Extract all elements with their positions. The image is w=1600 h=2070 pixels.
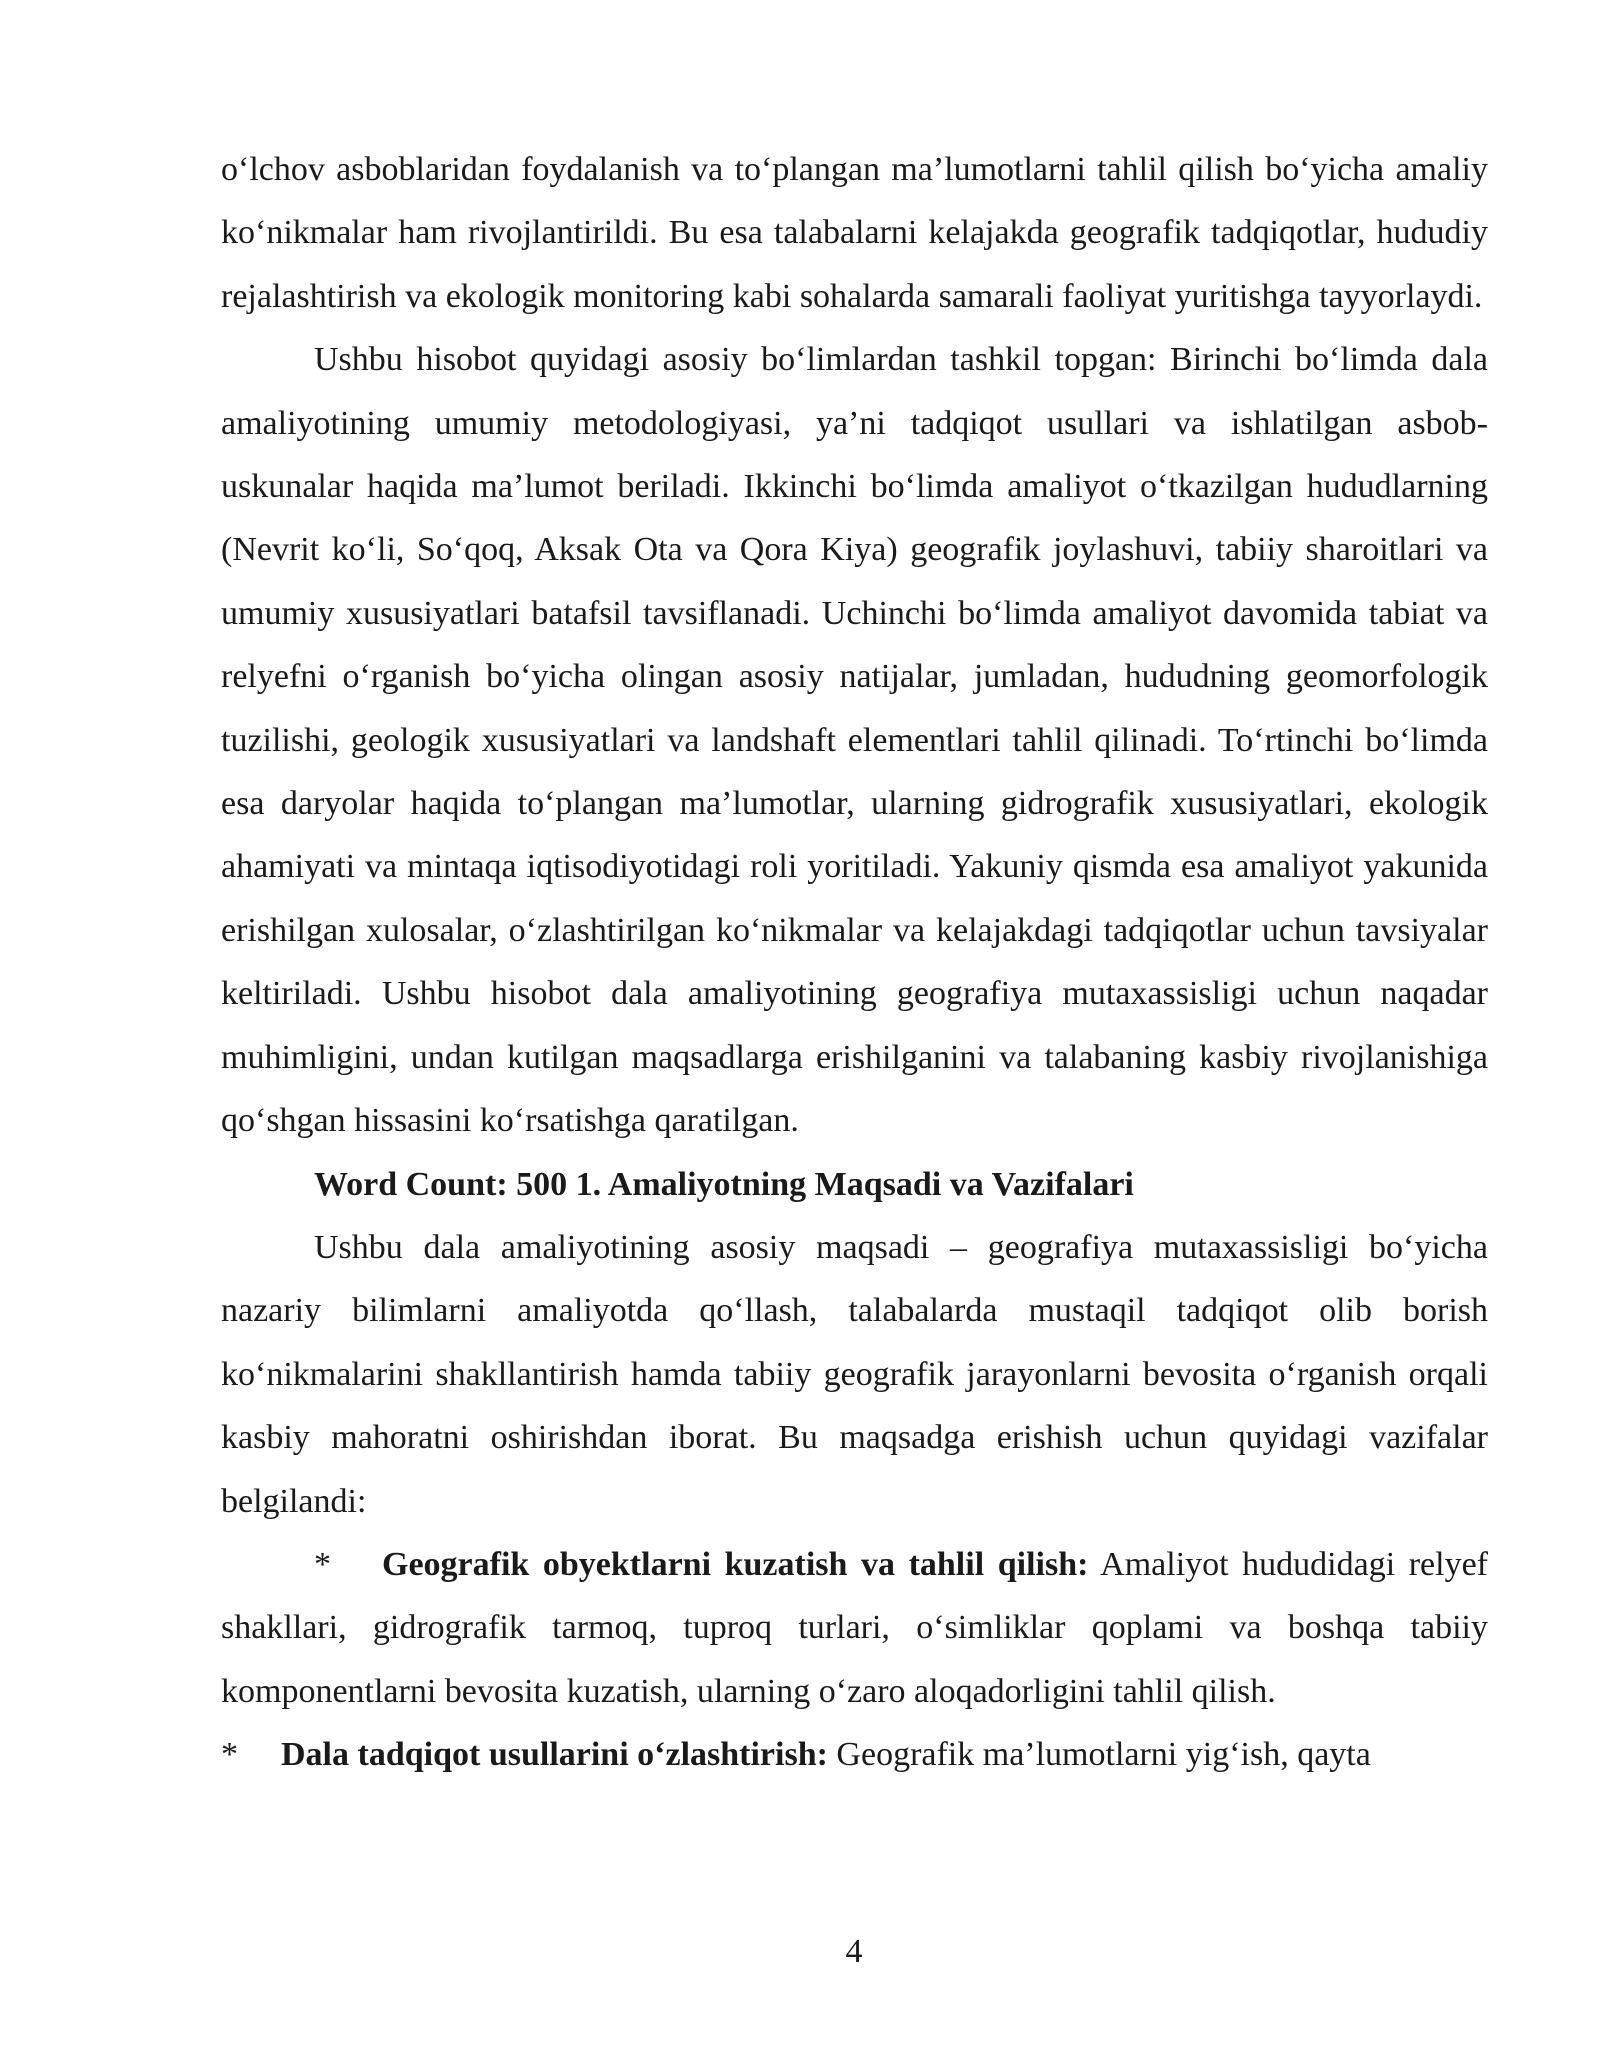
list-item-title: Dala tadqiqot usullarini o‘zlashtirish: [281,1736,828,1774]
list-item [221,1533,1488,1723]
section-heading: Word Count: 500 1. Amaliyotning Maqsadi va Vazifalari [314,1165,1134,1203]
list-item-title: Geografik obyektlarni kuzatish va tahlil qilish: [382,1545,1089,1583]
bullet-marker: * [314,1545,331,1583]
list-item-text: Geografik ma’lumotlarni yig‘ish, qayta [827,1736,1371,1774]
paragraph: Ushbu dala amaliyotining asosiy maqsadi – geografiya mutaxassisligi bo‘yicha nazariy bilimlarni amaliyotda qo‘llash, talabalarda mustaqil tadqiqot olib borish ko‘nikmalarini shakllantirish hamda tabiiy geografik jarayonlarni bevosita o‘rganish orqali kasbiy mahoratni oshirishdan iborat. Bu maqsadga erishish uchun quyidagi vazifalar belgilandi: [221,1228,1488,1520]
document-page [221,138,1488,1787]
paragraph: Ushbu hisobot quyidagi asosiy bo‘limlardan tashkil topgan: Birinchi bo‘limda dala amaliyotining umumiy metodologiyasi, ya’ni tadqiqot usullari va ishlatilgan asbob-uskunalar haqida ma’lumot beriladi. Ikkinchi bo‘limda amaliyot o‘tkazilgan hududlarning (Nevrit ko‘li, So‘qoq, Aksak Ota va Qora Kiya) geografik joylashuvi, tabiiy sharoitlari va umumiy xususiyatlari batafsil tavsiflanadi. Uchinchi bo‘limda amaliyot davomida tabiat va relyefni o‘rganish bo‘yicha olingan asosiy natijalar, jumladan, hududning geomorfologik tuzilishi, geologik xususiyatlari va landshaft elementlari tahlil qilinadi. To‘rtinchi bo‘limda esa daryolar haqida to‘plangan ma’lumotlar, ularning gidrografik xususiyatlari, ekologik ahamiyati va mintaqa iqtisodiyotidagi roli yoritiladi. Yakuniy qismda esa amaliyot yakunida erishilgan xulosalar, o‘zlashtirilgan ko‘nikmalar va kelajakdagi tadqiqotlar uchun tavsiyalar keltiriladi. Ushbu hisobot dala amaliyotining geografiya mutaxassisligi uchun naqadar muhimligini, undan kutilgan maqsadlarga erishilganini va talabaning kasbiy rivojlanishiga qo‘shgan hissasini ko‘rsatishga qaratilgan. [221,341,1488,1140]
list-item [221,1723,1488,1786]
page-number: 4 [845,1933,863,1970]
list-item-text: Amaliyot hududidagi relyef shakllari, gidrografik tarmoq, tuproq turlari, o‘simliklar qoplami va boshqa tabiiy komponentlarni bevosita kuzatish, ularning o‘zaro aloqadorligini tahlil qilish. [221,1545,1489,1710]
bullet-marker: * [221,1736,238,1774]
paragraph: o‘lchov asboblaridan foydalanish va to‘plangan ma’lumotlarni tahlil qilish bo‘yicha amaliy ko‘nikmalar ham rivojlantirildi. Bu esa talabalarni kelajakda geografik tadqiqotlar, hududiy rejalashtirish va ekologik monitoring kabi sohalarda samarali faoliyat yuritishga tayyorlaydi. [221,151,1488,315]
